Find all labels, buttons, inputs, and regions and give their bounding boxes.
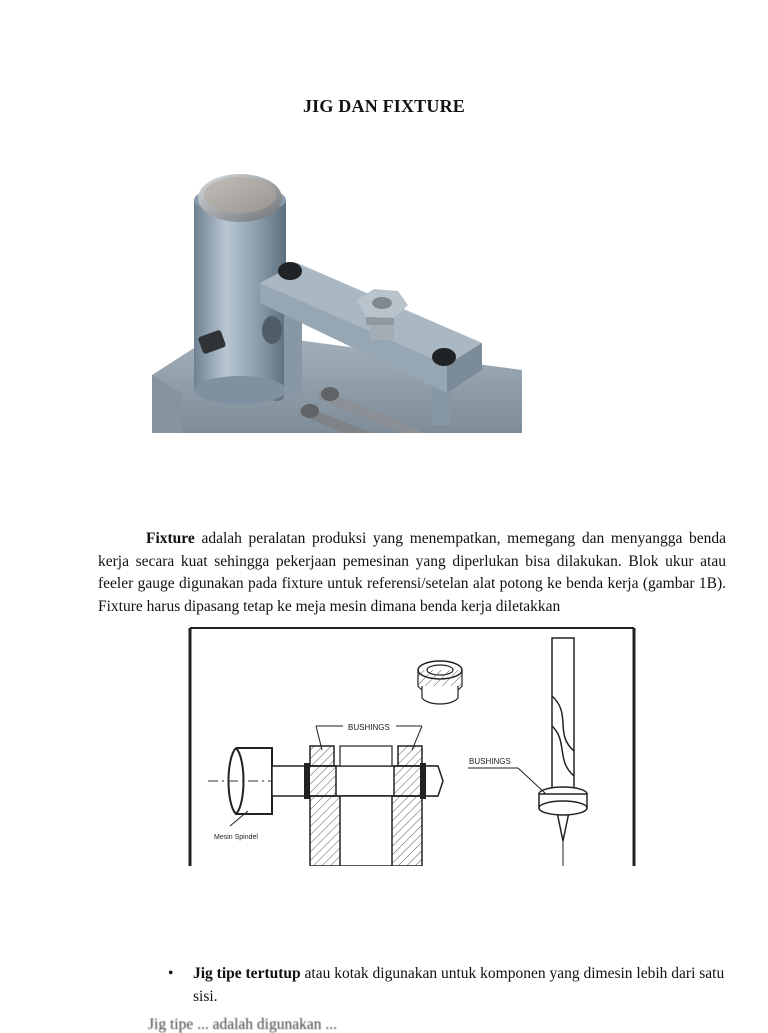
- fixture-paragraph: [98, 528, 726, 618]
- bushing-diagram: [188, 626, 636, 866]
- bullet-item-closed-jig: [168, 962, 728, 1008]
- closed-jig-definition: atau kotak digunakan untuk komponen yang dimesin lebih dari satu sisi.: [193, 965, 725, 1005]
- bushings-label-1: BUSHINGS: [348, 723, 390, 732]
- fixture-definition: adalah peralatan produksi yang menempatkan, memegang dan menyangga benda kerja secara kuat sehingga pekerjaan pemesinan yang diperlukan bisa dilakukan. Blok ukur atau feeler gauge digunakan pada fixture untuk referensi/setelan alat potong ke benda kerja (gambar 1B). Fixture harus dipasang tetap ke meja mesin dimana benda kerja diletakkan: [98, 530, 726, 615]
- bullet-symbol: •: [168, 965, 174, 982]
- cut-off-next-line: Jig tipe ... adalah digunakan ...: [148, 1016, 337, 1033]
- spindle-label: Mesin Spindel: [214, 834, 258, 841]
- fixture-term: Fixture: [146, 530, 195, 547]
- document-title: JIG DAN FIXTURE: [302, 96, 465, 116]
- fixture-photo: [152, 165, 522, 433]
- closed-jig-term: Jig tipe tertutup: [193, 965, 301, 982]
- bushings-label-2: BUSHINGS: [469, 757, 511, 766]
